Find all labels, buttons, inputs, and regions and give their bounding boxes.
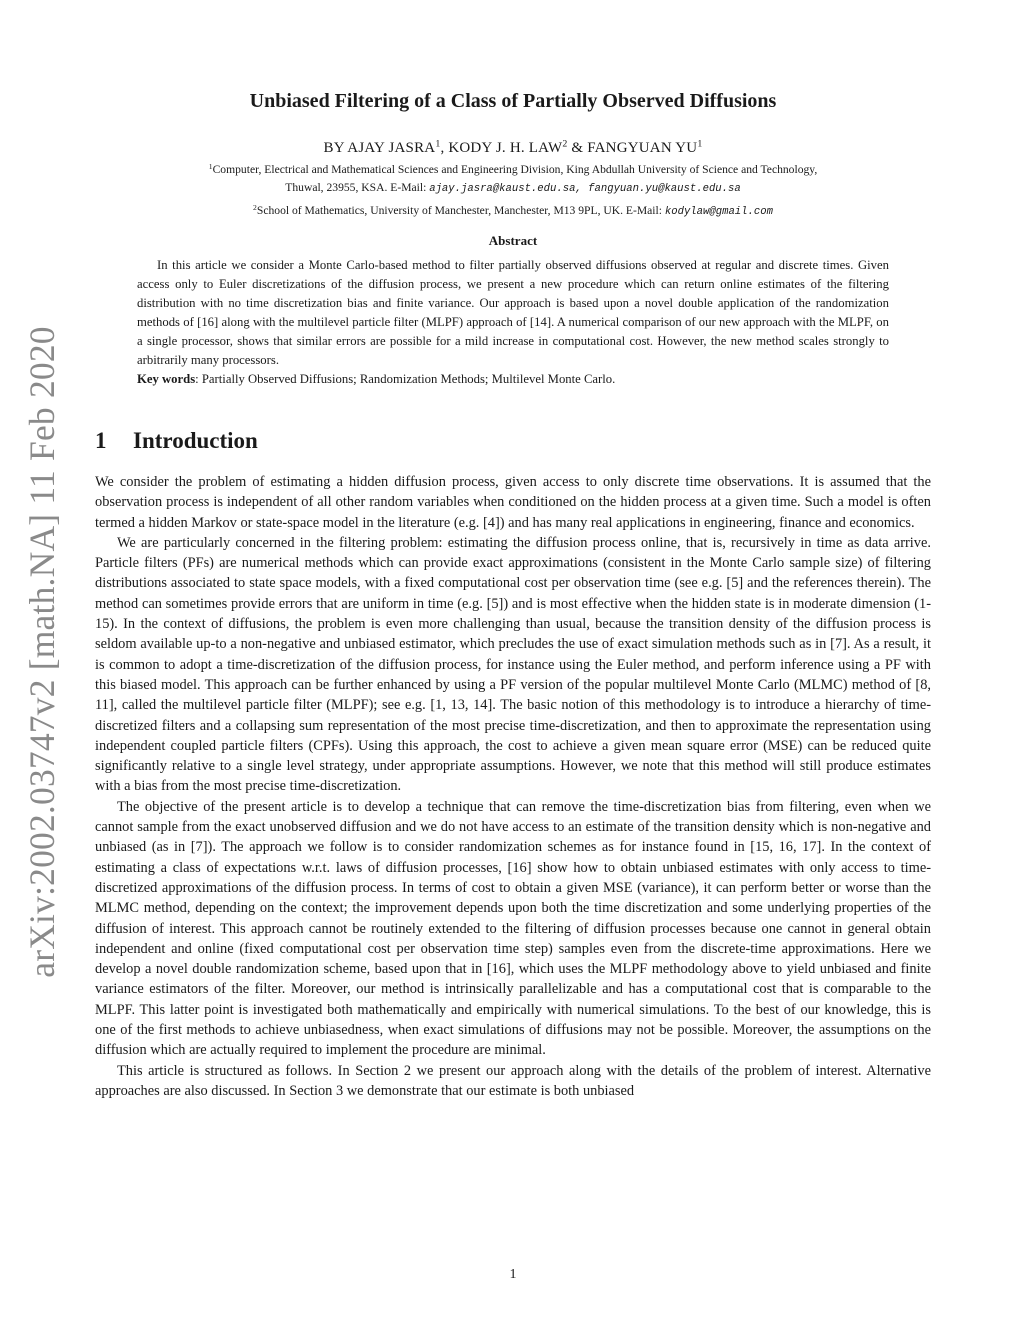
author-3: & FANGYUAN YU: [567, 140, 698, 156]
affiliation-1-email[interactable]: ajay.jasra@kaust.edu.sa, fangyuan.yu@kaust.edu.sa: [429, 183, 741, 195]
body-paragraph-2: We are particularly concerned in the filtering problem: estimating the diffusion process online, that is, recursively in time as data arrive. Particle filters (PFs) are numerical methods which can provide exact approximations (consistent in the Monte Carlo sample size) of filtering distributions associated to state space models, with a fixed computational cost per observation time (see e.g. [5] and the references therein). The method can sometimes provide errors that are uniform in time (e.g. [5]) and is most effective when the hidden state is in moderate dimension (1-15). In the context of diffusions, the problem is even more challenging than usual, because the transition density of the diffusion process is seldom available up-to a non-negative and unbiased estimator, which precludes the use of exact simulation methods such as in [7]. As a result, it is common to adopt a time-discretization of the diffusion process, for instance using the Euler method, and perform inference using a PF with this biased model. This approach can be further enhanced by using a PF version of the popular multilevel Monte Carlo (MLMC) method of [8, 11], called the multilevel particle filter (MLPF); see e.g. [1, 13, 14]. The basic notion of this methodology is to introduce a hierarchy of time-discretized filters and a collapsing sum representation of the most precise time-discretization, and then to approximate the representation using independent coupled particle filters (CPFs). Using this approach, the cost to achieve a given mean square error (MSE) can be reduced quite significantly relative to a single level strategy, under appropriate assumptions. However, we note that this method will still produce estimates with a bias from the most precise time-discretization.: [95, 534, 931, 795]
keywords-line: [137, 370, 889, 389]
affiliation-1-marker: 1: [208, 161, 213, 171]
author-2-affil-marker: 2: [562, 138, 568, 150]
abstract-block: [137, 256, 889, 389]
author-1: BY AJAY JASRA: [323, 140, 436, 156]
affiliation-2: [95, 202, 931, 221]
affiliation-2-line: School of Mathematics, University of Manchester, Manchester, M13 9PL, UK. E-Mail:: [256, 204, 665, 217]
author-3-affil-marker: 1: [697, 138, 703, 150]
body-paragraph-1: We consider the problem of estimating a hidden diffusion process, given access to only discrete time observations. It is assumed that the observation process is independent of all other random variables when conditioned on the hidden process at a given time. Such a model is often termed a hidden Markov or state-space model in the literature (e.g. [4]) and has many real applications in engineering, finance and economics.: [95, 474, 931, 531]
abstract-heading: Abstract: [488, 233, 538, 248]
body-paragraph-3: The objective of the present article is to develop a technique that can remove the time-discretization bias from filtering, even when we cannot sample from the exact unobserved diffusion and we do not have access to an estimate of the transition density which is non-negative and unbiased (as in [7]). The approach we follow is to consider randomization schemes as for instance found in [15, 16, 17]. In the context of estimating a class of expectations w.r.t. laws of diffusion processes, [16] show how to obtain unbiased estimates with only access to time-discretized approximations of the diffusion process. In terms of cost to obtain a given MSE (variance), it can perform better or worse than the MLMC method, depending on the context; the improvement depends upon both the time discretization and some underlying properties of the diffusion of interest. This approach cannot be routinely extended to the filtering of diffusion processes because one cannot in general obtain independent and online (fixed computational cost per observation time step) samples even from the discrete-time approximations. Here we develop a novel double randomization scheme, based upon that in [16], which uses the MLPF methodology above to yield unbiased and finite variance estimators of the filter. Moreover, our method is intrinsically parallelizable and has a computational cost that is comparable to the MLPF. This latter point is investigated both mathematically and empirically with numerical simulations. To the best of our knowledge, this is one of the first methods to achieve unbiasedness, when exact simulations of diffusions may not be possible. Moreover, the assumptions on the diffusion which are actually required to implement the procedure are minimal.: [95, 798, 931, 1059]
affiliation-1-line-2: Thuwal, 23955, KSA. E-Mail:: [285, 181, 430, 194]
section-body: [95, 472, 931, 1101]
arxiv-sidebar: [12, 326, 72, 978]
section-number: 1: [95, 428, 107, 453]
keywords-label: Key words: [137, 372, 196, 386]
body-paragraph-4: This article is structured as follows. In Section 2 we present our approach along with the details of the problem of interest. Alternative approaches are also discussed. In Section 3 we demonstrate that our estimate is both unbiased: [95, 1062, 931, 1099]
author-line: [95, 140, 931, 157]
arxiv-identifier: arXiv:2002.03747v2 [math.NA] 11 Feb 2020: [22, 326, 62, 978]
page-number: 1: [509, 1267, 517, 1282]
affiliation-1: [95, 161, 931, 198]
author-2: , KODY J. H. LAW: [440, 140, 563, 156]
affiliation-2-marker: 2: [253, 202, 257, 212]
affiliation-1-line-1: Computer, Electrical and Mathematical Sciences and Engineering Division, King Abdullah University of Science and Technology,: [212, 163, 818, 176]
section-title: Introduction: [133, 428, 258, 453]
paper-title: Unbiased Filtering of a Class of Partially Observed Diffusions: [249, 90, 777, 112]
author-1-affil-marker: 1: [435, 138, 441, 150]
section-heading: [95, 428, 258, 454]
affiliation-2-email[interactable]: kodylaw@gmail.com: [664, 206, 773, 218]
keywords-text: : Partially Observed Diffusions; Randomization Methods; Multilevel Monte Carlo.: [195, 372, 616, 386]
abstract-text: In this article we consider a Monte Carlo-based method to filter partially observed diffusions observed at regular and discrete times. Given access only to Euler discretizations of the diffusion process, we present a new procedure which can return online estimates of the filtering distribution with no time discretization bias and finite variance. Our approach is based upon a novel double application of the randomization methods of [16] along with the multilevel particle filter (MLPF) approach of [14]. A numerical comparison of our new approach with the MLPF, on a single processor, shows that similar errors are possible for a mild increase in computational cost. However, the new method scales strongly to arbitrarily many processors.: [137, 258, 889, 367]
